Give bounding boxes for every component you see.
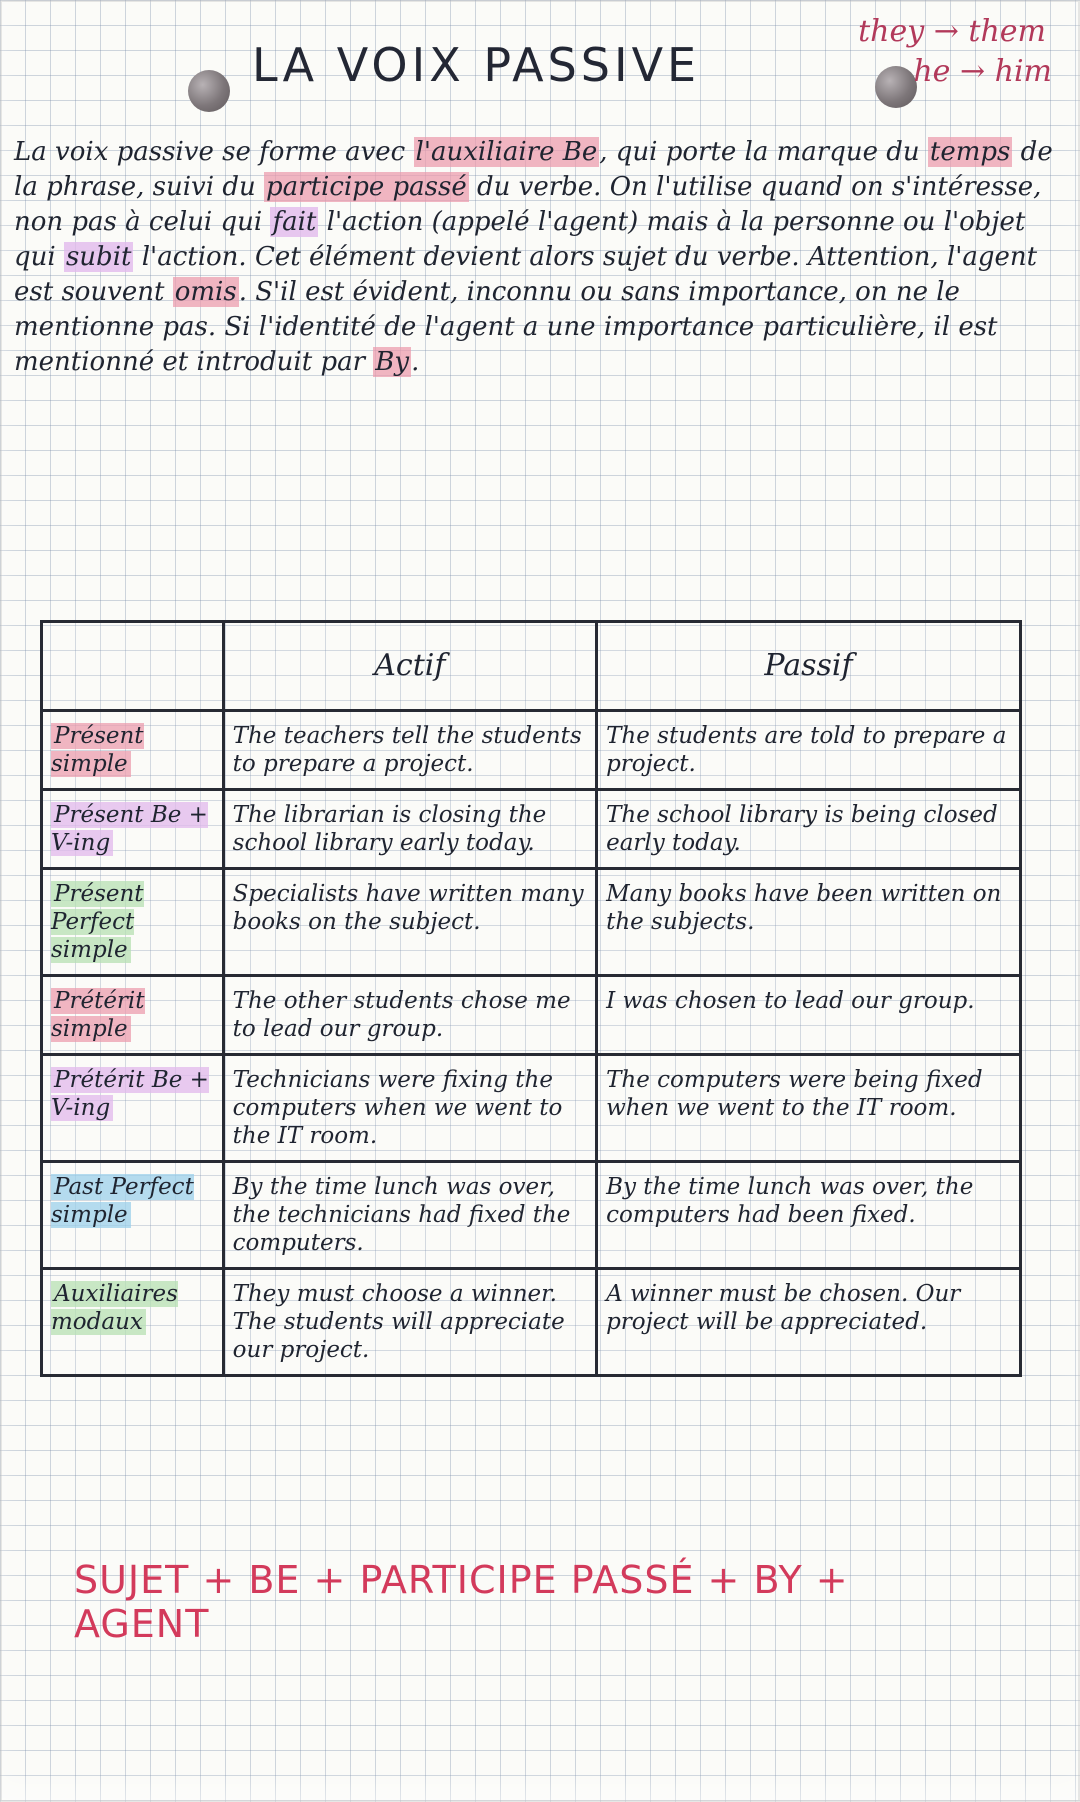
passive-sentence: By the time lunch was over, the computers had been fixed. [597, 1162, 1021, 1269]
active-sentence: The teachers tell the students to prepare a project. [223, 711, 596, 790]
row-label-present-be-ving [42, 790, 224, 869]
intro-part-3: de la phrase, suivi du [14, 137, 1053, 202]
row-label-preterit-simple [42, 976, 224, 1055]
table-header-empty [42, 622, 224, 711]
intro-part-2: , qui porte la marque du [599, 137, 928, 167]
row-label-text: Présent Perfect simple [51, 881, 144, 963]
table-row [42, 1055, 1021, 1162]
passive-sentence: The students are told to prepare a project. [597, 711, 1021, 790]
passive-sentence: The computers were being fixed when we went to the IT room. [597, 1055, 1021, 1162]
table-row [42, 1162, 1021, 1269]
row-label-text: Prétérit simple [51, 988, 145, 1042]
table-header-passive: Passif [597, 622, 1021, 711]
highlight-tense: temps [929, 137, 1011, 167]
active-sentence: The other students chose me to lead our group. [223, 976, 596, 1055]
table-row [42, 790, 1021, 869]
passive-sentence: I was chosen to lead our group. [597, 976, 1021, 1055]
row-label-text: Présent simple [51, 723, 144, 777]
intro-part-6: l'action. Cet élément devient alors sujet du verbe. Attention, l'agent est souvent [14, 242, 1038, 307]
highlight-by: By [375, 347, 410, 377]
intro-part-5: l'action (appelé l'agent) mais à la personne ou l'objet qui [14, 207, 1026, 272]
row-label-modal-auxiliaries [42, 1269, 224, 1376]
table-row [42, 869, 1021, 976]
highlight-omis: omis [174, 277, 237, 307]
passive-sentence: The school library is being closed early today. [597, 790, 1021, 869]
row-label-preterit-be-ving [42, 1055, 224, 1162]
active-sentence: They must choose a winner. The students will appreciate our project. [223, 1269, 596, 1376]
highlight-auxiliary: l'auxiliaire Be [415, 137, 598, 167]
header [0, 0, 1080, 120]
active-sentence: Technicians were fixing the computers when we went to the IT room. [223, 1055, 596, 1162]
row-label-past-perfect [42, 1162, 224, 1269]
table-row [42, 711, 1021, 790]
table-row [42, 1269, 1021, 1376]
intro-part-7: . S'il est évident, inconnu ou sans importance, on ne le mentionne pas. Si l'identité de l'agent a une importance particulière, il est mentionné et introduit par [14, 277, 998, 377]
row-label-text: Présent Be + V-ing [51, 802, 208, 856]
intro-part-1: La voix passive se forme avec [14, 137, 414, 167]
pronoun-note-line-2: he → him [913, 54, 1052, 89]
intro-paragraph [14, 135, 1066, 380]
active-sentence: The librarian is closing the school library early today. [223, 790, 596, 869]
page-title: LA VOIX PASSIVE [252, 38, 701, 92]
intro-part-4: du verbe. On l'utilise quand on s'intéresse, non pas à celui qui [14, 172, 1042, 237]
passive-voice-table [40, 620, 1022, 1377]
bullet-dot-left [188, 70, 230, 112]
passive-formula: SUJET + BE + PARTICIPE PASSÉ + BY + AGENT [74, 1558, 849, 1646]
active-sentence: By the time lunch was over, the technicians had fixed the computers. [223, 1162, 596, 1269]
passive-sentence: A winner must be chosen. Our project will be appreciated. [597, 1269, 1021, 1376]
highlight-fait: fait [272, 207, 317, 237]
table-header-row [42, 622, 1021, 711]
pronoun-note [858, 12, 1052, 92]
row-label-text: Prétérit Be + V-ing [51, 1067, 209, 1121]
row-label-present-simple [42, 711, 224, 790]
row-label-text: Past Perfect simple [51, 1174, 194, 1228]
table-row [42, 976, 1021, 1055]
intro-part-8: . [411, 347, 420, 377]
highlight-subit: subit [65, 242, 132, 272]
active-sentence: Specialists have written many books on the subject. [223, 869, 596, 976]
table-header-active: Actif [223, 622, 596, 711]
passive-sentence: Many books have been written on the subjects. [597, 869, 1021, 976]
row-label-present-perfect [42, 869, 224, 976]
pronoun-note-line-1: they → them [858, 14, 1046, 49]
highlight-participle: participe passé [265, 172, 467, 202]
row-label-text: Auxiliaires modaux [51, 1281, 178, 1335]
